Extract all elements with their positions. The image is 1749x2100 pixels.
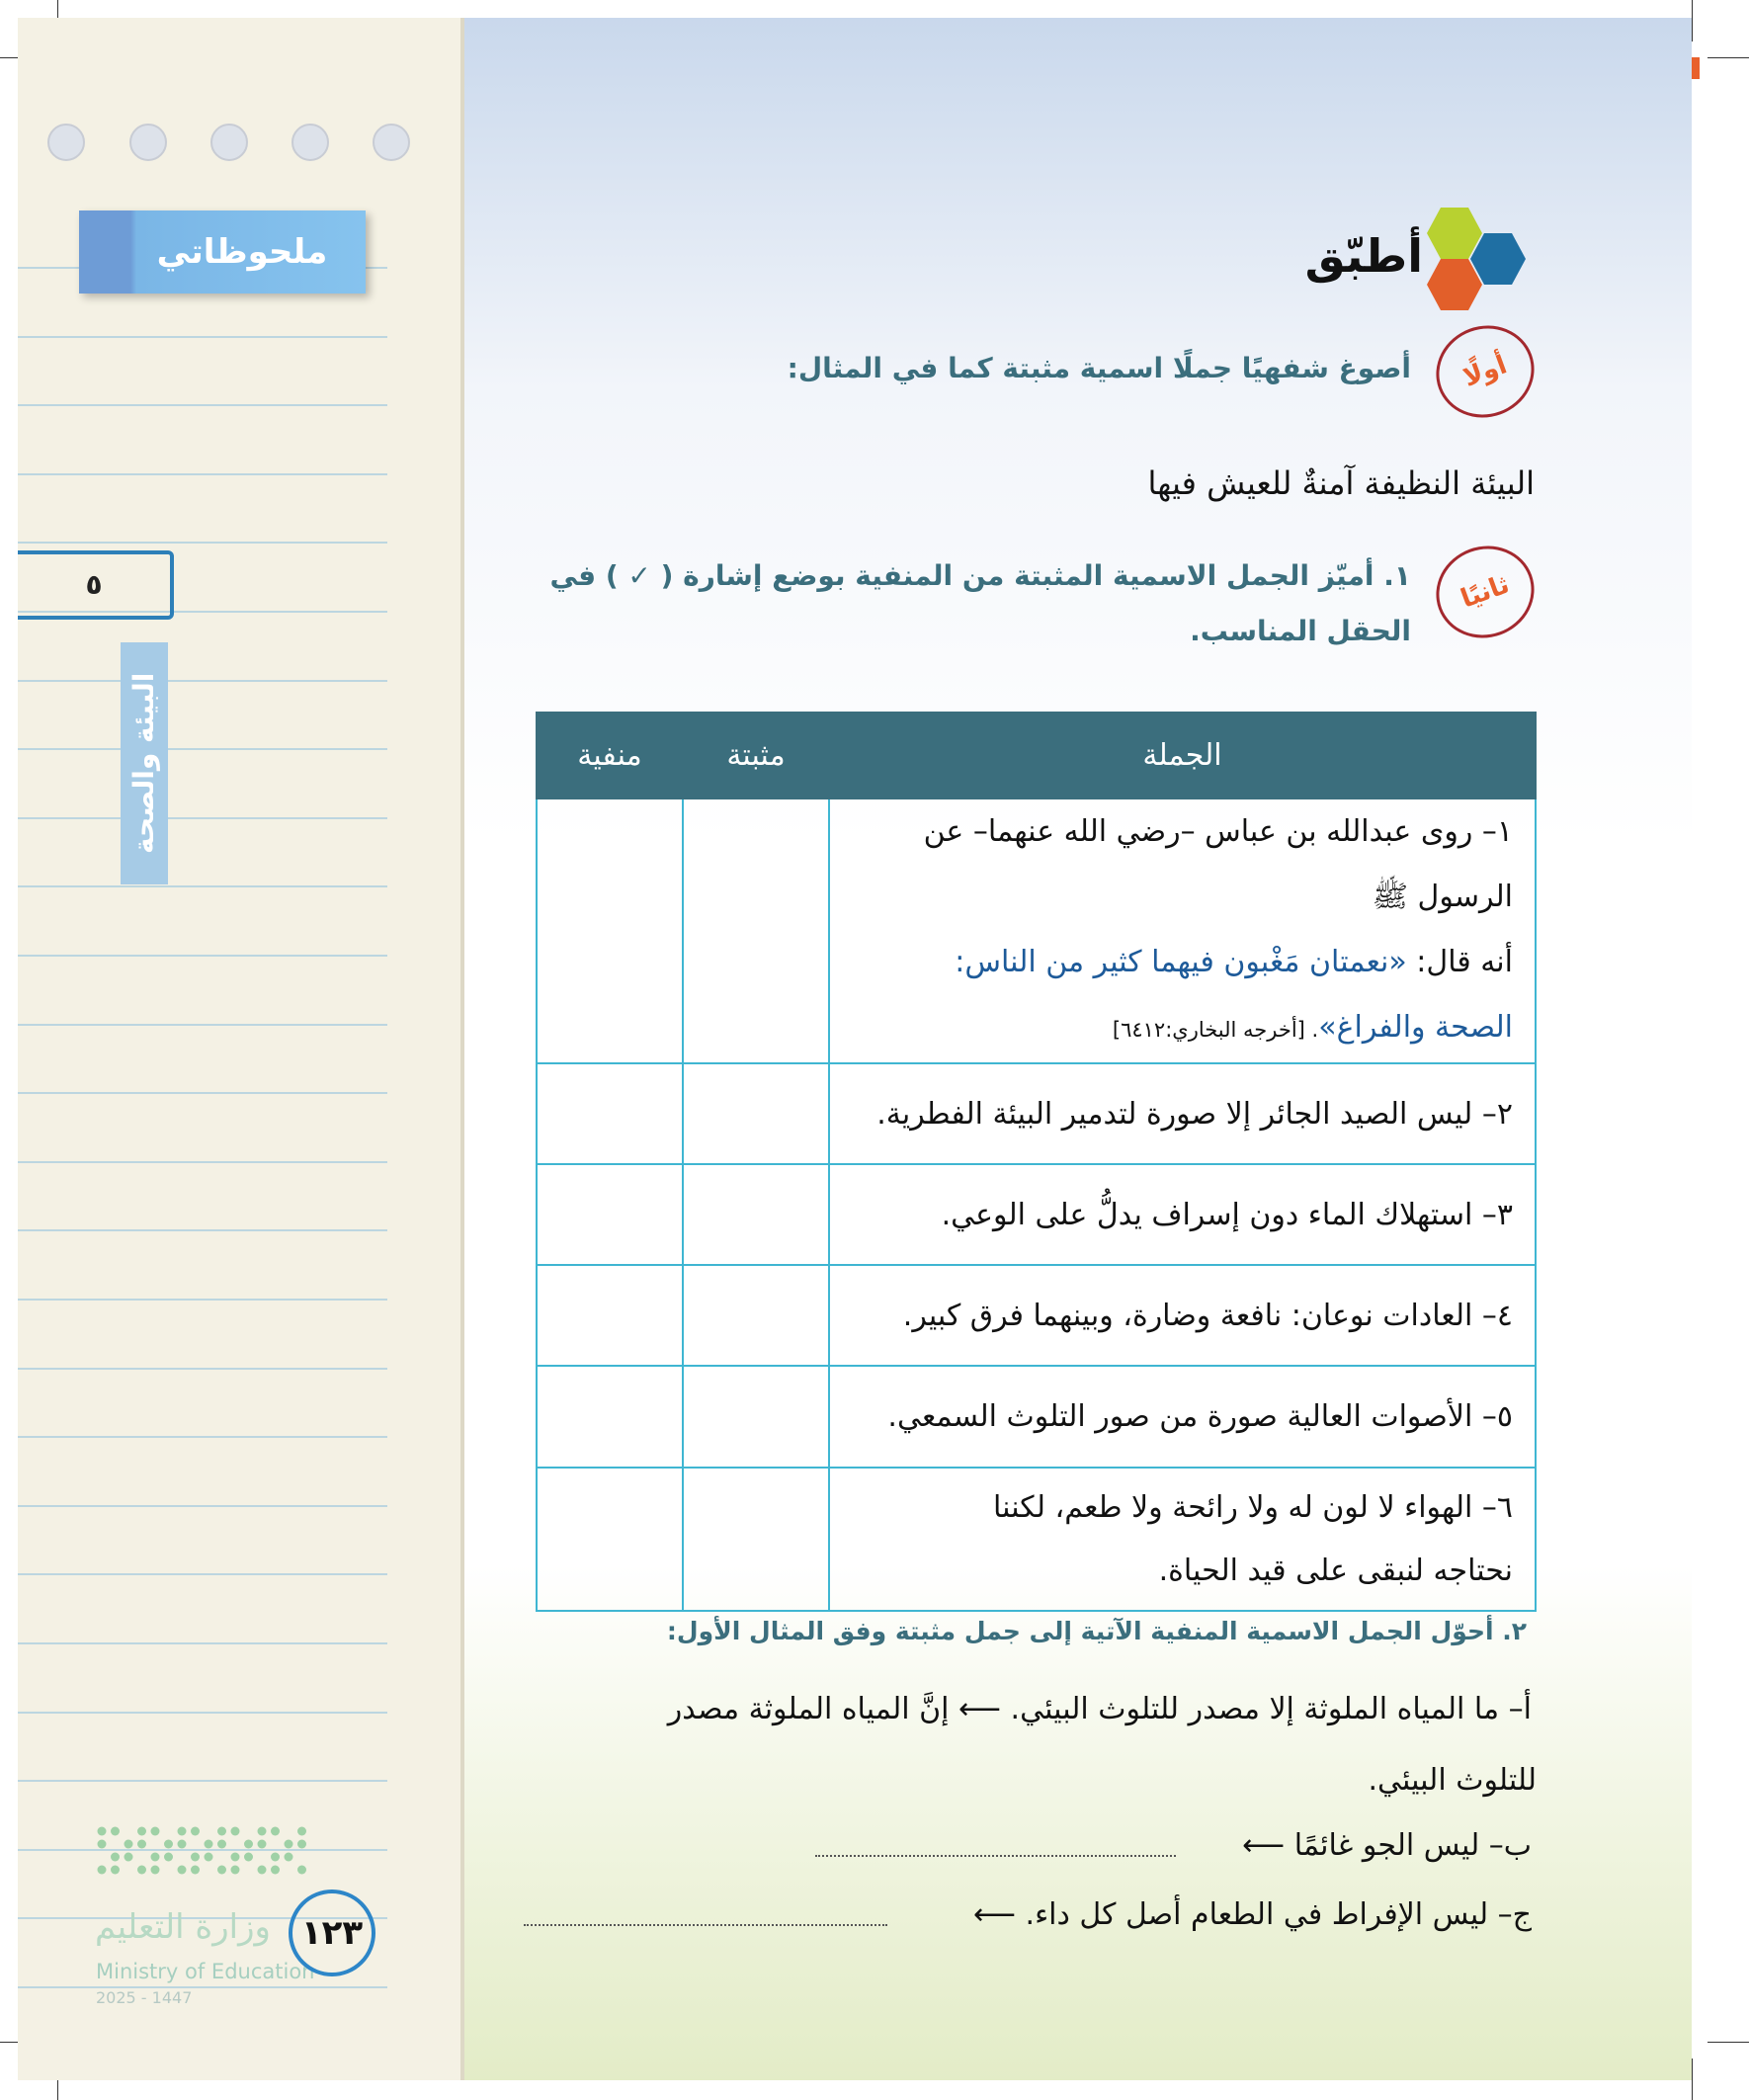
sentences-table — [536, 712, 1537, 1612]
notes-panel — [18, 18, 464, 2080]
binder-hole — [292, 124, 329, 161]
crop-mark — [1707, 2042, 1749, 2043]
checkbox-cell-affirmative[interactable] — [683, 798, 829, 1063]
item-a-line1: أ– ما المياه الملوثة إلا مصدر للتلوث البيئي. ⟵ إنَّ المياه الملوثة مصدر — [667, 1692, 1532, 1726]
example-sentence: البيئة النظيفة آمنةٌ للعيش فيها — [1147, 464, 1535, 502]
note-line — [18, 748, 387, 750]
binder-hole — [210, 124, 248, 161]
note-line — [18, 1712, 387, 1714]
checkbox-cell-affirmative[interactable] — [683, 1265, 829, 1366]
row6-line2: نحتاجه لنبقى على قيد الحياة. — [1158, 1553, 1513, 1588]
instruction-second: ١. أميّز الجمل الاسمية المثبتة من المنفية بوضع إشارة ( ✓ ) في — [549, 559, 1411, 592]
row-sentence: ٤– العادات نوعان: نافعة وضارة، وبينهما فرق كبير. — [829, 1265, 1536, 1366]
note-line — [18, 1229, 387, 1231]
item-c: ج– ليس الإفراط في الطعام أصل كل داء. ⟵ — [972, 1897, 1532, 1932]
chapter-number: ٥ — [18, 550, 174, 620]
instruction-third: ٢. أحوّل الجمل الاسمية المنفية الآتية إلى جمل مثبتة وفق المثال الأول: — [666, 1617, 1527, 1645]
page-edge-tab — [1692, 57, 1700, 79]
binder-hole — [373, 124, 410, 161]
note-line — [18, 1505, 387, 1507]
page-number: ١٢٣ — [289, 1890, 375, 1976]
instruction-second-cont: الحقل المناسب. — [1190, 615, 1411, 647]
checkbox-cell-negative[interactable] — [537, 798, 683, 1063]
binder-hole — [129, 124, 167, 161]
ministry-logo-dots — [94, 1823, 311, 1883]
row1-hadith-end: الصحة والفراغ» — [1318, 1010, 1513, 1045]
row6-line1: ٦– الهواء لا لون له ولا رائحة ولا طعم، لكننا — [993, 1489, 1513, 1525]
row1-line2a: أنه قال: — [1406, 945, 1513, 979]
checkbox-cell-affirmative[interactable] — [683, 1366, 829, 1468]
note-line — [18, 1024, 387, 1026]
note-line — [18, 1986, 387, 1988]
crop-mark — [1692, 2058, 1693, 2100]
note-line — [18, 817, 387, 819]
note-line — [18, 885, 387, 887]
table-header — [537, 713, 1536, 798]
note-line — [18, 1299, 387, 1301]
header-sentence: الجملة — [829, 713, 1536, 798]
table-row — [537, 1366, 1536, 1468]
checkbox-cell-affirmative[interactable] — [683, 1063, 829, 1164]
answer-field-c[interactable] — [524, 1924, 887, 1926]
header-negative: منفية — [537, 713, 683, 798]
table-row — [537, 1265, 1536, 1366]
note-line — [18, 1161, 387, 1163]
note-line — [18, 1573, 387, 1575]
unit-label: البيئة والصحة — [121, 642, 168, 884]
logo-english: Ministry of Education — [96, 1960, 315, 1983]
badge-second: ثانيًا — [1423, 533, 1546, 652]
note-line — [18, 1642, 387, 1644]
note-line — [18, 955, 387, 957]
row1-hadith: «نعمتان مَغْبون فيهما كثير من الناس: — [955, 945, 1407, 979]
section-title: أطبّق — [1304, 229, 1423, 283]
table-row — [537, 798, 1536, 1063]
note-line — [18, 1780, 387, 1782]
badge-first: أولًا — [1423, 312, 1546, 432]
checkbox-cell-negative[interactable] — [537, 1063, 683, 1164]
table-row — [537, 1468, 1536, 1611]
note-line — [18, 1436, 387, 1438]
row-sentence: ٥– الأصوات العالية صورة من صور التلوث السمعي. — [829, 1366, 1536, 1468]
logo-arabic: وزارة التعليم — [95, 1907, 271, 1947]
note-line — [18, 1092, 387, 1094]
checkbox-cell-negative[interactable] — [537, 1468, 683, 1611]
note-line — [18, 1368, 387, 1370]
note-line — [18, 473, 387, 475]
binder-hole — [47, 124, 85, 161]
crop-mark — [1707, 57, 1749, 58]
checkbox-cell-affirmative[interactable] — [683, 1164, 829, 1265]
row-sentence: ٣– استهلاك الماء دون إسراف يدلُّ على الوعي. — [829, 1164, 1536, 1265]
note-line — [18, 542, 387, 544]
notes-title: ملحوظاتي — [79, 210, 366, 294]
checkbox-cell-negative[interactable] — [537, 1265, 683, 1366]
checkbox-cell-negative[interactable] — [537, 1164, 683, 1265]
item-a-line2: للتلوث البيئي. — [1368, 1763, 1537, 1798]
table-row — [537, 1063, 1536, 1164]
checkbox-cell-affirmative[interactable] — [683, 1468, 829, 1611]
note-line — [18, 680, 387, 682]
row-sentence: ٢– ليس الصيد الجائر إلا صورة لتدمير البيئة الفطرية. — [829, 1063, 1536, 1164]
header-affirmative: مثبتة — [683, 713, 829, 798]
note-line — [18, 336, 387, 338]
row1-line1: ١– روى عبدالله بن عباس –رضي الله عنهما– عن الرسول ﷺ — [923, 814, 1513, 914]
row1-reference: . [أخرجه البخاري:٦٤١٢] — [1112, 1018, 1319, 1042]
instruction-first: أصوغ شفهيًا جملًا اسمية مثبتة كما في المثال: — [787, 352, 1411, 384]
item-b: ب– ليس الجو غائمًا ⟵ — [1242, 1828, 1532, 1863]
table-row — [537, 1164, 1536, 1265]
logo-year: 2025 - 1447 — [96, 1988, 193, 2007]
checkbox-cell-negative[interactable] — [537, 1366, 683, 1468]
answer-field-b[interactable] — [815, 1855, 1176, 1857]
note-line — [18, 404, 387, 406]
crop-mark — [1692, 0, 1693, 42]
